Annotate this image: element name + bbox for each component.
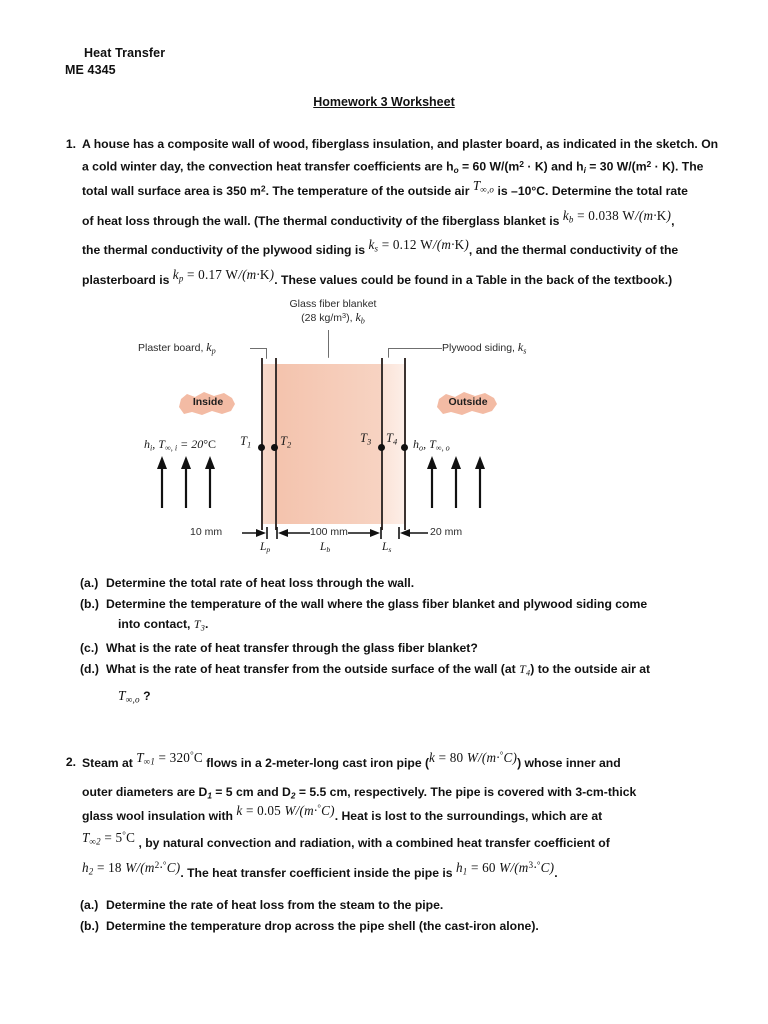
problem-1-line-5 [82, 237, 738, 258]
p2-sq-a-text: Determine the rate of heat loss from the steam to the pipe. [106, 898, 444, 912]
temp-node-dot-T2 [271, 444, 278, 451]
problem-1-line-4 [82, 207, 738, 229]
leader-line-plaster-h [250, 348, 266, 349]
inside-heat-flow-arrows-icon [156, 456, 226, 508]
p1l4b: , [671, 213, 675, 228]
blanket-top-edge-icon [261, 352, 407, 364]
problem-2-body [82, 750, 738, 881]
plaster-board-k-symbol: $k_p$ [206, 340, 216, 356]
p2-k-pipe-equation: k = 80 W/(m·°C) [429, 750, 518, 766]
p1l2-sub-o: o [453, 165, 459, 176]
gfb-sep: ), [346, 312, 356, 324]
dimension-siding-arrow-icon [398, 526, 428, 540]
p2-sq-b-text: Determine the temperature drop across the pipe shell (the cast-iron alone). [106, 919, 539, 934]
page-title [0, 95, 768, 109]
p2l4b: , by natural convection and radiation, with a combined heat transfer coefficient of [138, 836, 610, 851]
inside-badge [177, 390, 239, 416]
plywood-siding-label [442, 340, 526, 355]
problem-1-line-2 [82, 160, 738, 174]
glass-fiber-blanket-label [263, 298, 403, 325]
problem-2-subquestion-a [80, 899, 740, 911]
dimension-plaster-arrow-icon [242, 526, 268, 540]
p1l3b: . The temperature of the outside air [265, 184, 470, 199]
gfb-density: (28 kg/m [301, 312, 342, 324]
problem-1-subquestion-b [80, 598, 740, 633]
p1-ks-equation: $k_s = 0.12$ W/(m·K) [368, 237, 469, 254]
plywood-siding-label-text: Plywood siding, [442, 342, 518, 354]
outside-convection-label: $h_o$, $T_{\infty, o}$ [413, 437, 450, 453]
p2l2-sub1: 1 [207, 789, 212, 800]
problem-1-line-6 [82, 266, 738, 288]
p2-Tinf1-equation: $T_{\infty 1} = 320^\circ C$ [136, 750, 203, 767]
p1-kb-equation: $k_b = 0.038$ W/(m·K) [562, 207, 672, 225]
problem-2 [58, 750, 738, 895]
p2-sq-a-tag: (a.) [80, 898, 99, 912]
p1-kp-equation: $k_p = 0.17$ W/(m·K) [172, 266, 275, 284]
problem-1-line-1: A house has a composite wall of wood, fiberglass insulation, and plaster board, as indicated in the sketch. On [82, 137, 719, 151]
temp-node-dot-T3 [378, 444, 385, 451]
length-symbol-siding: $L_s$ [382, 541, 392, 555]
p1l2d: = 30 W/(m [585, 159, 647, 174]
p1l5b: , and the thermal conductivity of the [468, 243, 679, 258]
dimension-siding-label: 20 mm [430, 526, 463, 538]
p2-sq-b-tag: (b.) [80, 919, 99, 934]
problem-1-subquestion-c [80, 642, 740, 654]
p1l2e: · K). The [651, 159, 704, 174]
composite-wall-diagram [130, 298, 580, 560]
p1-sq-b-T3-symbol: $T_3$ [193, 617, 205, 633]
p2-k-insulation-equation: k = 0.05 W/(m·°C) [236, 803, 335, 819]
problem-1 [58, 138, 738, 302]
course-title: Heat Transfer [84, 46, 166, 60]
gfb-k-symbol: $k_b$ [355, 310, 365, 326]
p1-sq-d-Tinf-symbol: $T_{\infty,o}$ [118, 688, 140, 706]
p1-sq-a-text: Determine the total rate of heat loss through the wall. [106, 576, 415, 590]
p2l1b: flows in a 2-meter-long cast iron pipe ( [206, 756, 430, 771]
p2l3a: glass wool insulation with [82, 809, 233, 824]
p1l5a: the thermal conductivity of the plywood siding is [82, 243, 366, 258]
temp-node-label-T1: $T_1$ [240, 434, 252, 450]
temp-node-dot-T1 [258, 444, 265, 451]
inside-badge-label: Inside [192, 396, 224, 408]
leader-line-siding-h [388, 348, 442, 349]
problem-2-subquestion-b [80, 920, 740, 932]
problem-2-number: 2. [65, 755, 76, 769]
plywood-siding-k-symbol: $k_s$ [517, 340, 527, 356]
problem-1-number: 1. [65, 137, 76, 151]
problem-1-body [82, 138, 738, 288]
outside-heat-flow-arrows-icon [426, 456, 496, 508]
p1-sq-b-tag: (b.) [80, 597, 99, 612]
p1-sq-d-T4-symbol: $T_4$ [519, 662, 531, 678]
temp-node-label-T2: $T_2$ [280, 434, 292, 450]
p1l6a: plasterboard is [82, 272, 170, 287]
dimension-blanket-label: 100 mm [310, 526, 348, 538]
p1l2b: = 60 W/(m [458, 159, 520, 174]
problem-2-line-4 [82, 830, 738, 852]
p2-h1-equation: $h_1 = 60$ $W/(m^3\cdot^\circ C)$ [455, 859, 555, 877]
p1-Tinf-o-symbol: $T_{\infty,o}$ [472, 178, 495, 195]
plaster-board-label-text: Plaster board, [138, 342, 207, 354]
p2l2-sub2: 2 [290, 789, 296, 800]
p2-Tinf2-equation: $T_{\infty 2} = 5^\circ C$ [82, 830, 136, 847]
problem-1-subquestion-d [80, 663, 740, 705]
temp-node-dot-T4 [401, 444, 408, 451]
p2l5c: . [554, 865, 558, 880]
p1l3-sup: 2 [260, 183, 266, 194]
p2l1a: Steam at [82, 756, 133, 771]
p1-sq-c-tag: (c.) [80, 640, 99, 655]
p2l2a: outer diameters are D [82, 784, 208, 799]
plaster-board-label [138, 340, 216, 355]
p2l1c: ) whose inner and [517, 756, 621, 771]
p1l2-sup-a: 2 [519, 159, 525, 170]
p2l5b: . The heat transfer coefficient inside the pipe is [180, 865, 453, 880]
p1-sq-d-cont: $T_{\infty,o}$ ? [118, 688, 151, 706]
p1-sq-c-text: What is the rate of heat transfer through the glass fiber blanket? [106, 640, 478, 655]
outside-badge [435, 390, 501, 416]
length-symbol-plaster: $L_p$ [260, 541, 271, 555]
glass-fiber-blanket-label-line1: Glass fiber blanket [289, 298, 377, 310]
p1l2-sup-b: 2 [646, 159, 652, 170]
p1-sq-a-tag: (a.) [80, 576, 99, 590]
problem-1-subquestions [80, 577, 740, 714]
problem-2-line-1 [82, 750, 738, 772]
page-title-text: Homework 3 Worksheet [313, 95, 455, 109]
p1-sq-d-tag: (d.) [80, 662, 99, 677]
temp-node-label-T3: $T_3$ [360, 431, 372, 447]
temp-node-label-T4: $T_4$ [386, 431, 398, 447]
p2l2b: = 5 cm and D [211, 784, 291, 799]
problem-2-subquestions [80, 899, 740, 941]
outside-badge-label: Outside [448, 396, 488, 408]
dimension-plaster-label: 10 mm [190, 526, 223, 538]
gfb-density-exp: 3 [342, 310, 347, 320]
problem-1-subquestion-a [80, 577, 740, 589]
p1l2a: a cold winter day, the convection heat transfer coefficients are h [82, 159, 454, 174]
length-symbol-blanket: $L_b$ [320, 541, 331, 555]
p1l2-sub-i: i [583, 165, 586, 176]
problem-1-line-3 [82, 178, 738, 199]
problem-2-line-5 [82, 859, 738, 882]
p1l2c: · K) and h [524, 159, 584, 174]
inside-convection-label: $h_i$, $T_{\infty, i} = 20^\circ C$ [144, 437, 217, 453]
problem-2-line-2 [82, 786, 738, 800]
p1-sq-b-text: Determine the temperature of the wall where the glass fiber blanket and plywood siding come [106, 597, 648, 612]
glass-fiber-blanket-label-line2 [263, 310, 403, 325]
p2l2c: = 5.5 cm, respectively. The pipe is covered with 3-cm-thick [295, 784, 637, 799]
problem-2-line-3 [82, 803, 738, 824]
p1l4a: of heat loss through the wall. (The thermal conductivity of the fiberglass blanket is [82, 213, 560, 228]
p1l6b: . These values could be found in a Table in the back of the textbook.) [274, 272, 673, 287]
p1l3a: total wall surface area is 350 m [82, 184, 261, 199]
p1l3c: is –10°C. Determine the total rate [497, 184, 688, 199]
p2l3b: . Heat is lost to the surroundings, which are at [334, 809, 603, 824]
p1-sq-d-text: What is the rate of heat transfer from the outside surface of the wall (at $T_4$) to the outside air at [106, 662, 651, 678]
p1-sq-b-cont: into contact, $T_3$. [118, 617, 209, 633]
course-number: ME 4345 [65, 63, 116, 77]
p2-h2-equation: $h_2 = 18$ $W/(m^2\cdot^\circ C)$ [82, 859, 181, 877]
